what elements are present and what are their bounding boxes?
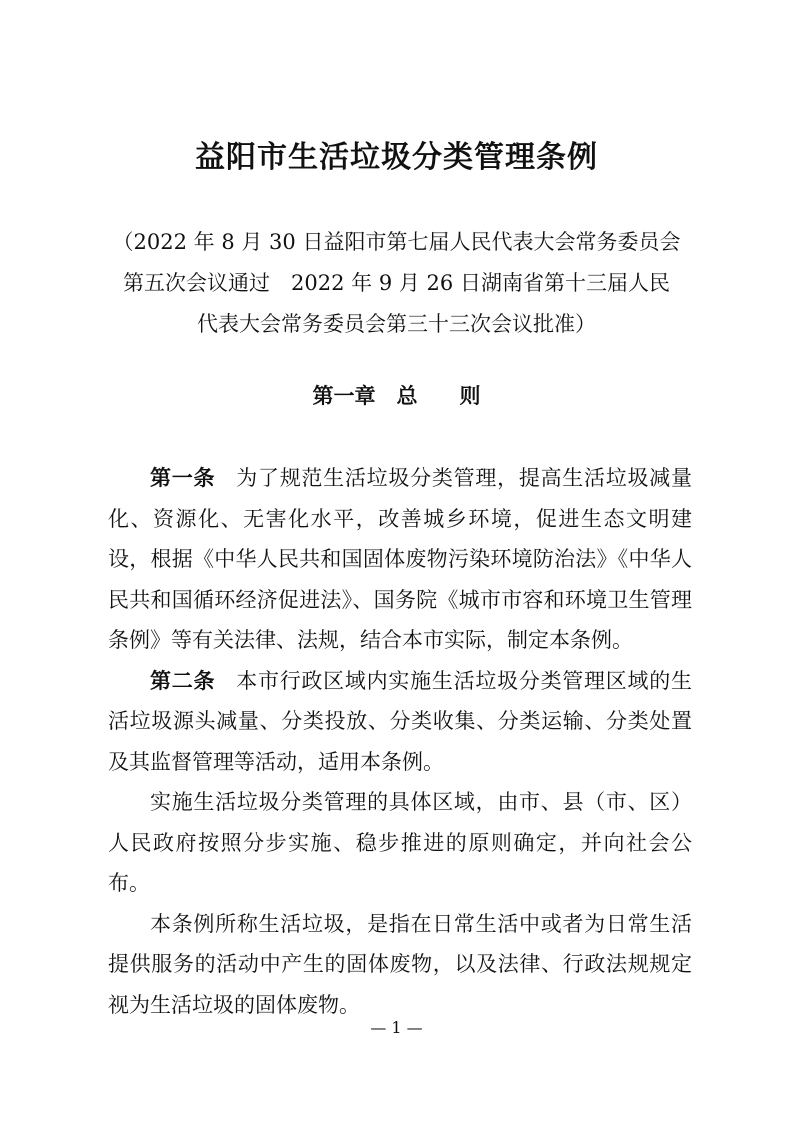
article-paragraph <box>108 661 692 783</box>
approval-note <box>0 222 793 345</box>
article-text: 实施生活垃圾分类管理的具体区域，由市、县（市、区）人民政府按照分步实施、稳步推进的原则确定，并向社会公布。 <box>108 790 692 895</box>
article-paragraph <box>108 904 692 1026</box>
article-label: 第二条 <box>150 668 216 693</box>
chapter-heading: 第一章 总 则 <box>312 384 481 408</box>
document-body <box>108 458 692 1025</box>
approval-note-line: （2022 年 8 月 30 日益阳市第七届人民代表大会常务委员会 <box>112 230 681 254</box>
page-number: — 1 — <box>370 1018 423 1037</box>
article-paragraph <box>108 782 692 904</box>
article-text: 本条例所称生活垃圾，是指在日常生活中或者为日常生活提供服务的活动中产生的固体废物，以及法律、行政法规规定视为生活垃圾的固体废物。 <box>108 911 692 1017</box>
approval-note-line: 第五次会议通过 2022 年 9 月 26 日湖南省第十三届人民 <box>123 271 670 295</box>
document-title: 益阳市生活垃圾分类管理条例 <box>195 140 598 175</box>
article-text: 本市行政区域内实施生活垃圾分类管理区域的生活垃圾源头减量、分类投放、分类收集、分类运输、分类处置及其监督管理等活动，适用本条例。 <box>108 668 692 774</box>
article-text: 为了规范生活垃圾分类管理，提高生活垃圾减量化、资源化、无害化水平，改善城乡环境，促进生态文明建设，根据《中华人民共和国固体废物污染环境防治法》《中华人民共和国循环经济促进法》、国务院《城市市容和环境卫生管理条例》等有关法律、法规，结合本市实际，制定本条例。 <box>108 466 692 652</box>
approval-note-line: 代表大会常务委员会第三十三次会议批准） <box>197 312 596 336</box>
article-label: 第一条 <box>150 466 216 490</box>
article-paragraph <box>108 458 692 661</box>
